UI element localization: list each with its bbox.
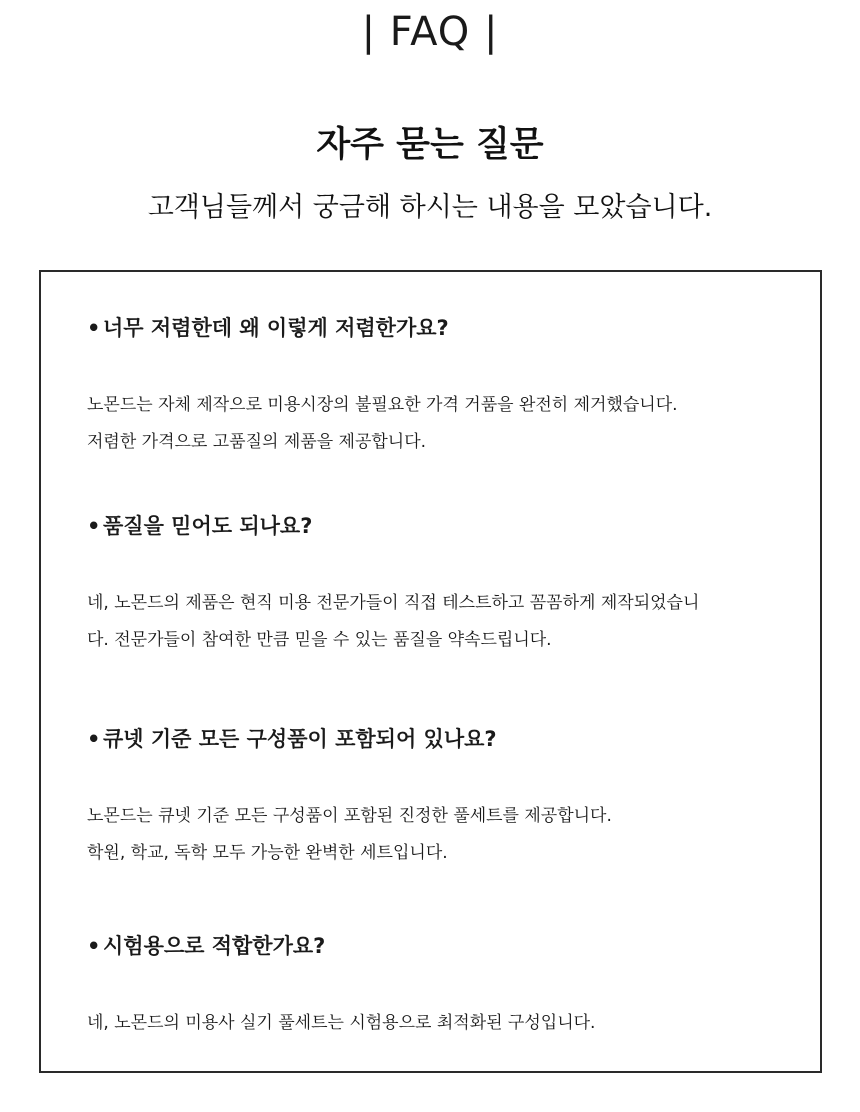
- faq-answer-line: 저렴한 가격으로 고품질의 제품을 제공합니다.: [87, 432, 427, 452]
- faq-item: [87, 312, 787, 452]
- faq-answer-line: 네, 노몬드의 제품은 현직 미용 전문가들이 직접 테스트하고 꼼꼼하게 제작되었습니: [87, 593, 700, 613]
- faq-list: [39, 270, 822, 1073]
- bullet-icon: •: [87, 514, 101, 538]
- faq-answer-line: 노몬드는 자체 제작으로 미용시장의 불필요한 가격 거품을 완전히 제거했습니다.: [87, 395, 678, 415]
- faq-question-text: 큐넷 기준 모든 구성품이 포함되어 있나요?: [103, 727, 497, 751]
- faq-question: [87, 510, 787, 542]
- faq-item: [87, 510, 787, 650]
- page-subtitle: 고객님들께서 궁금해 하시는 내용을 모았습니다.: [147, 192, 713, 223]
- faq-answer-line: 다. 전문가들이 참여한 만큼 믿을 수 있는 품질을 약속드립니다.: [87, 630, 552, 650]
- faq-question-text: 품질을 믿어도 되나요?: [103, 514, 313, 538]
- faq-question-text: 시험용으로 적합한가요?: [103, 934, 326, 958]
- faq-question: [87, 723, 787, 755]
- faq-question: [87, 930, 787, 962]
- page-title: 자주 묻는 질문: [316, 125, 544, 165]
- faq-answer-line: 노몬드는 큐넷 기준 모든 구성품이 포함된 진정한 풀세트를 제공합니다.: [87, 806, 612, 826]
- bullet-icon: •: [87, 934, 101, 958]
- faq-section-label: | FAQ |: [361, 9, 499, 55]
- bullet-icon: •: [87, 727, 101, 751]
- faq-question: [87, 312, 787, 344]
- faq-item: [87, 930, 787, 1033]
- faq-answer-line: 네, 노몬드의 미용사 실기 풀세트는 시험용으로 최적화된 구성입니다.: [87, 1013, 596, 1033]
- bullet-icon: •: [87, 316, 101, 340]
- faq-answer-line: 학원, 학교, 독학 모두 가능한 완벽한 세트입니다.: [87, 843, 448, 863]
- faq-question-text: 너무 저렴한데 왜 이렇게 저렴한가요?: [103, 316, 449, 340]
- faq-item: [87, 723, 787, 863]
